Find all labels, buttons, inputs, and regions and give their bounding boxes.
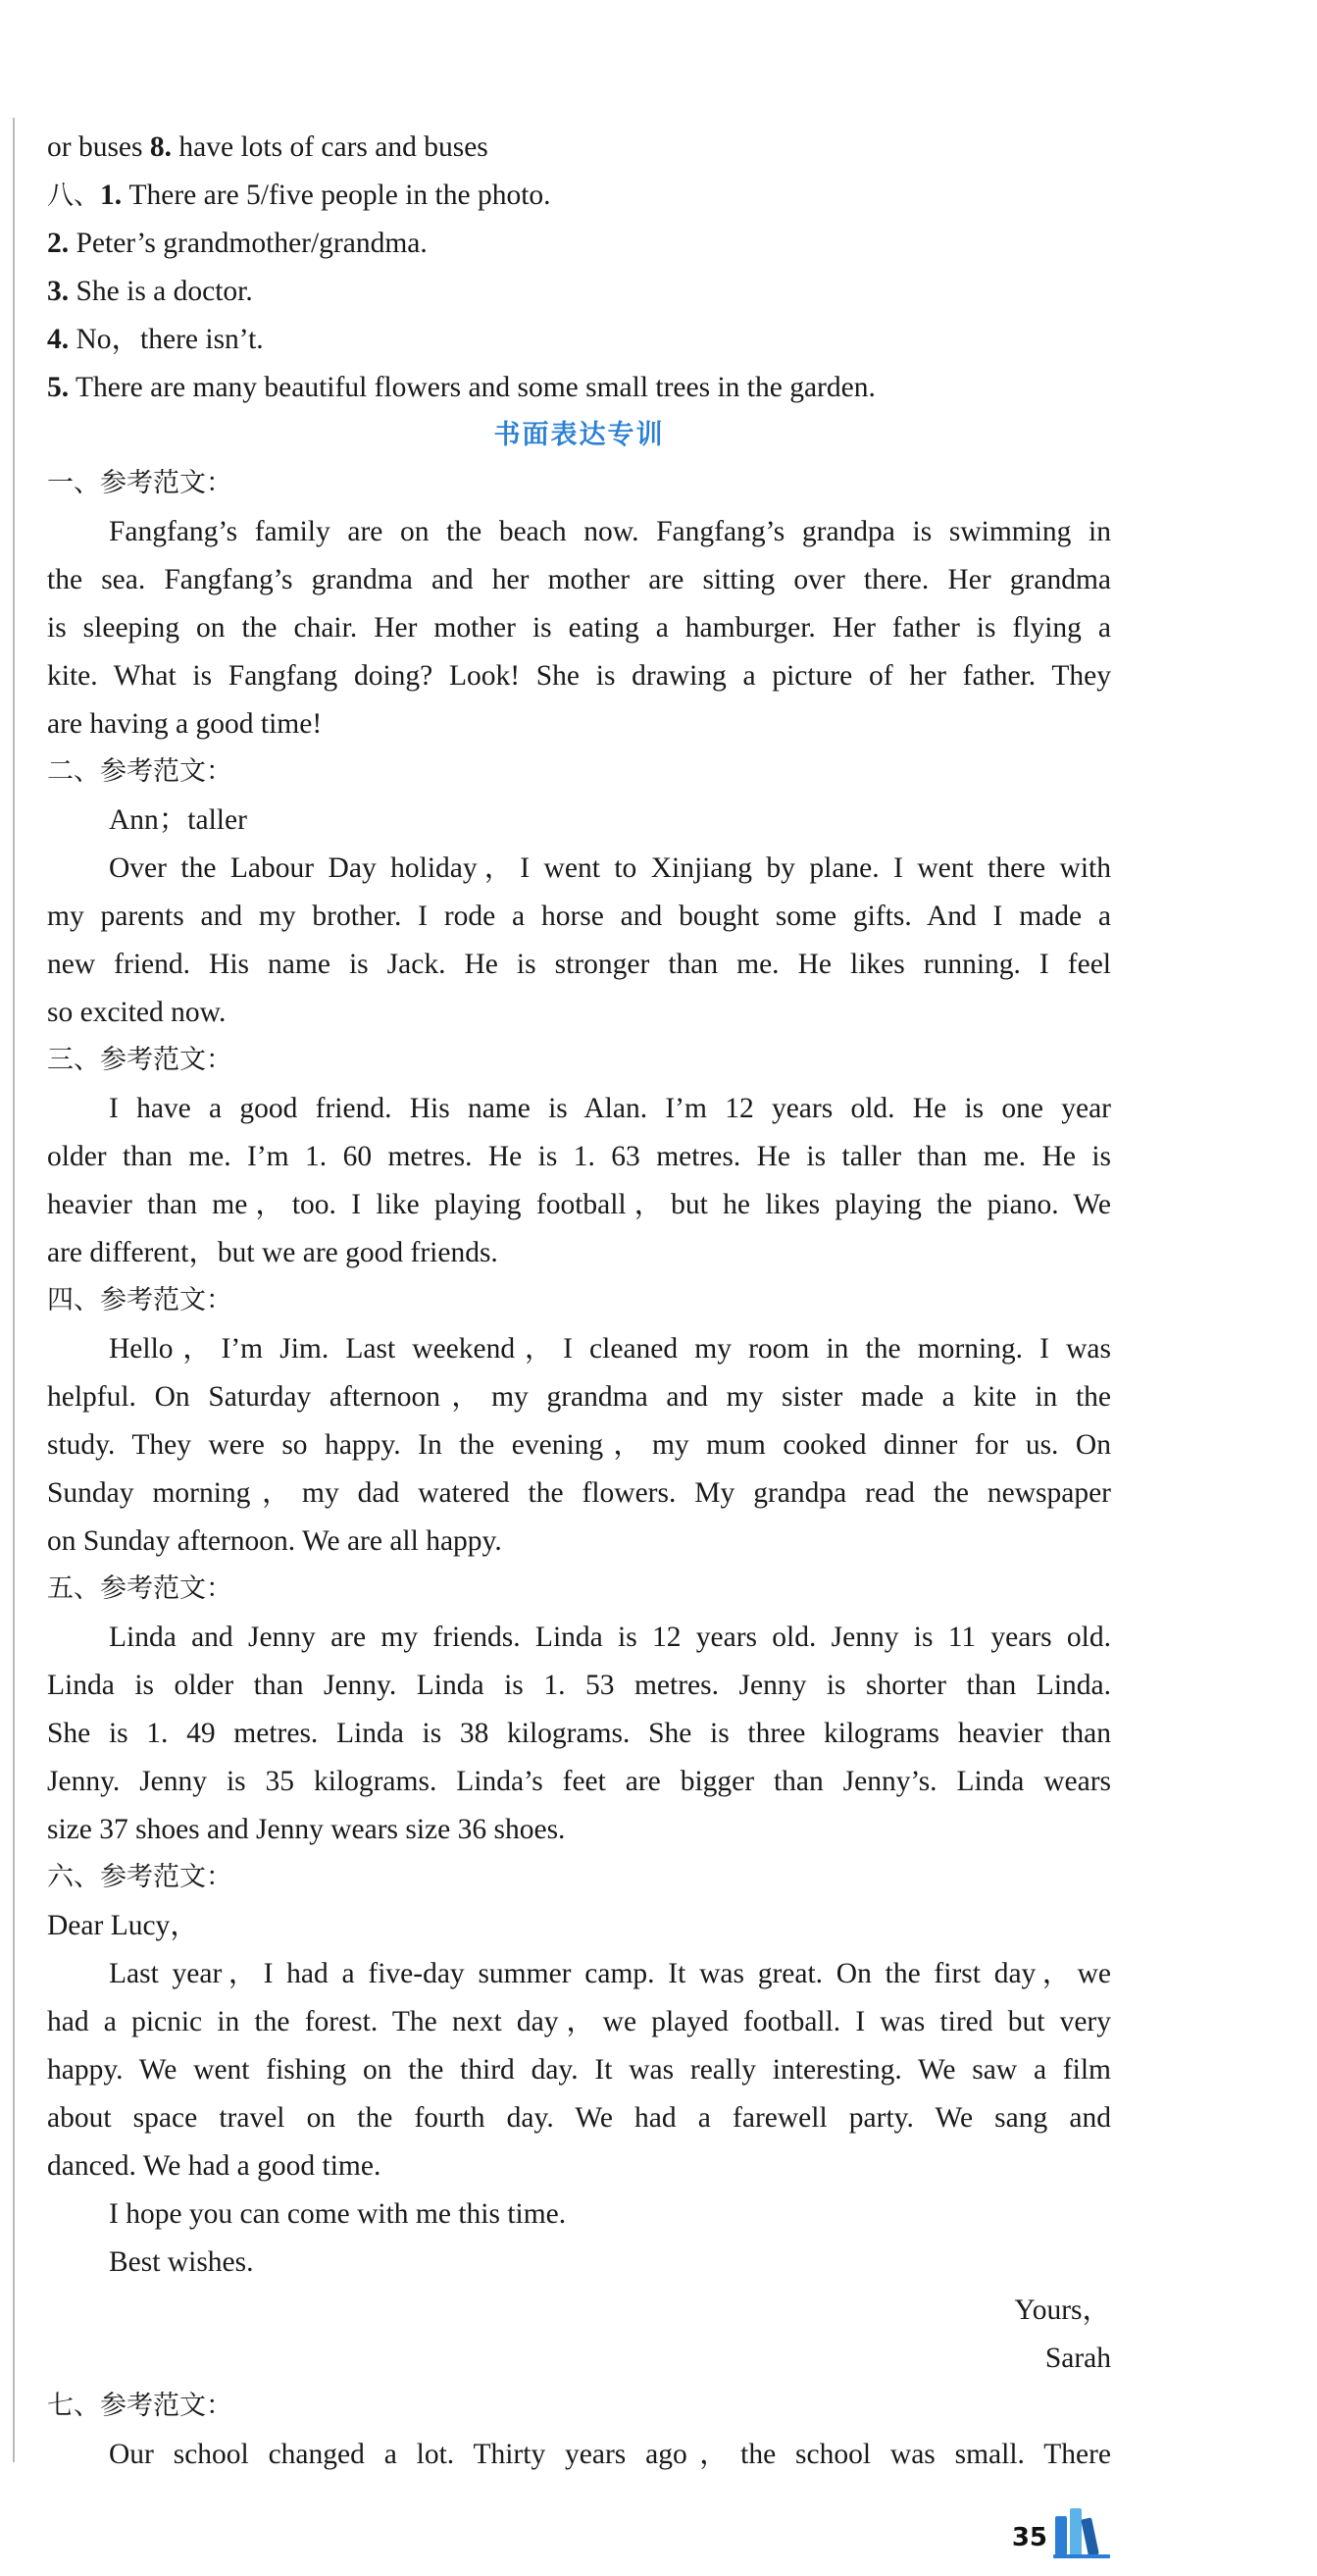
margin-rule	[13, 118, 15, 2462]
essay-line: older than me. I’m 1. 60 metres. He is 1. 63 metres. He is taller than me. He is	[47, 1141, 1111, 1172]
essay-line: happy. We went fishing on the third day. It was really interesting. We saw a film	[47, 2054, 1111, 2086]
essay-line: I have a good friend. His name is Alan. I’m 12 years old. He is one year	[109, 1093, 1111, 1124]
letter-salutation: Dear Lucy，	[47, 1910, 199, 1941]
essay-line: Hello，I’m Jim. Last weekend，I cleaned my room in the morning. I was	[109, 1333, 1111, 1365]
letter-signoff: Yours，	[1014, 2294, 1111, 2326]
essay-line: are different，but we are good friends.	[47, 1237, 498, 1268]
essay-line: Fangfang’s family are on the beach now. Fangfang’s grandpa is swimming in	[109, 516, 1111, 547]
essay-line: so excited now.	[47, 997, 227, 1028]
letter-closing: Best wishes.	[109, 2246, 254, 2278]
essay-line: helpful. On Saturday afternoon，my grandma and my sister made a kite in the	[47, 1381, 1111, 1413]
essay-line: about space travel on the fourth day. We had a farewell party. We sang and	[47, 2102, 1111, 2134]
essay-label: 一、参考范文：	[47, 468, 232, 498]
essay-line: She is 1. 49 metres. Linda is 38 kilograms. She is three kilograms heavier than	[47, 1718, 1111, 1749]
essay-line: danced. We had a good time.	[47, 2150, 381, 2182]
answer-item: 3. She is a doctor.	[47, 276, 253, 307]
page-number: 35	[1011, 2523, 1047, 2552]
essay-label: 四、参考范文：	[47, 1285, 232, 1315]
essay-label: 七、参考范文：	[47, 2391, 232, 2421]
essay-line: had a picnic in the forest. The next day，we played football. I was tired but very	[47, 2006, 1111, 2037]
essay-line: Our school changed a lot. Thirty years ago，the school was small. There	[109, 2439, 1111, 2470]
answer-item: 八、1. There are 5/five people in the photo.	[47, 180, 551, 211]
essay-line: study. They were so happy. In the evening，my mum cooked dinner for us. On	[47, 1429, 1111, 1461]
essay-label: 二、参考范文：	[47, 756, 232, 787]
essay-line: new friend. His name is Jack. He is stronger than me. He likes running. I feel	[47, 949, 1111, 980]
section-title: 书面表达专训	[493, 420, 665, 450]
essay-line: Last year，I had a five-day summer camp. It was great. On the first day，we	[109, 1958, 1111, 1989]
essay-label: 六、参考范文：	[47, 1862, 232, 1892]
essay-hint: Ann；taller	[109, 804, 247, 836]
essay-line: is sleeping on the chair. Her mother is eating a hamburger. Her father is flying a	[47, 612, 1111, 644]
essay-line: kite. What is Fangfang doing? Look! She is drawing a picture of her father. They	[47, 660, 1111, 692]
answer-item: 5. There are many beautiful flowers and some small trees in the garden.	[47, 372, 876, 403]
answer-continuation: or buses 8. have lots of cars and buses	[47, 131, 488, 163]
essay-line: Jenny. Jenny is 35 kilograms. Linda’s feet are bigger than Jenny’s. Linda wears	[47, 1766, 1111, 1797]
essay-label: 三、参考范文：	[47, 1045, 232, 1075]
essay-line: Linda is older than Jenny. Linda is 1. 53 metres. Jenny is shorter than Linda.	[47, 1670, 1111, 1701]
essay-line: the sea. Fangfang’s grandma and her mother are sitting over there. Her grandma	[47, 564, 1111, 595]
essay-line: Over the Labour Day holiday，I went to Xinjiang by plane. I went there with	[109, 852, 1111, 884]
answer-item: 2. Peter’s grandmother/grandma.	[47, 228, 428, 259]
answer-item: 4. No，there isn’t.	[47, 324, 264, 355]
letter-signature: Sarah	[1044, 2343, 1111, 2374]
essay-line: Sunday morning，my dad watered the flowers. My grandpa read the newspaper	[47, 1477, 1111, 1509]
books-logo-icon	[1051, 2504, 1114, 2559]
essay-line: size 37 shoes and Jenny wears size 36 shoes.	[47, 1814, 566, 1845]
essay-line: my parents and my brother. I rode a horse and bought some gifts. And I made a	[47, 901, 1111, 932]
essay-line: on Sunday afternoon. We are all happy.	[47, 1525, 502, 1557]
letter-closing: I hope you can come with me this time.	[109, 2198, 567, 2230]
essay-line: heavier than me，too. I like playing football，but he likes playing the piano. We	[47, 1189, 1111, 1220]
essay-line: are having a good time!	[47, 708, 323, 740]
essay-line: Linda and Jenny are my friends. Linda is 12 years old. Jenny is 11 years old.	[109, 1622, 1111, 1653]
essay-label: 五、参考范文：	[47, 1573, 232, 1604]
